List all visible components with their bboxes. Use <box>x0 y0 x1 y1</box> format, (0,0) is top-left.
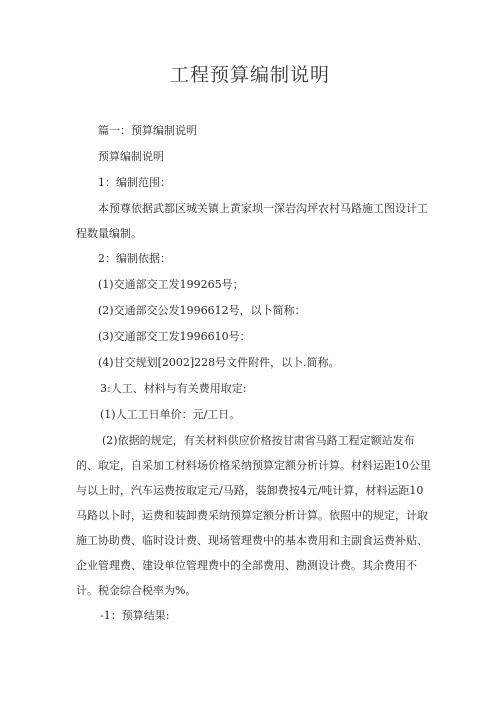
basis-item-1: (1)交通部交工发199265号； <box>98 278 244 291</box>
cost-item-1: (1)人工工日单价：元/工日。 <box>100 408 241 421</box>
section-1-content: 本预尊依据武都区城关镇上黄家坝一深岩沟坪农村马路施工图设计工程数量编制。 <box>76 202 428 240</box>
section-1-title: 1：编制范围： <box>98 176 171 189</box>
paragraph-heading-2: 预算编制说明 <box>98 150 164 163</box>
section-3-title: 3:人工、材料与有关费用取定: <box>100 382 247 395</box>
cost-item-2: (2)依据的规定，有关材料供应价格按甘肃省马路工程定额站发布的、取定，自采加工材料场价格采纳预算定额分析计算。材料运距10公里与以上时，汽车运费按取定元/马路，装卸费按4元/吨计算，材料运距10马路以卜时，运费和装卸费采纳预算定额分析计算。依照中的规定，计取施工协助费、临时设计费、现场管理费中的基本费用和主副食运费补贴、企业管理费、建设单位管理费中的全部费用、勘测设计费。其余费用不计。税金综合税率为%。 <box>76 434 431 597</box>
basis-item-3: (3)交通部交工发1996610号： <box>98 330 251 343</box>
section-2-title: 2：编制依据： <box>98 252 171 265</box>
document-body <box>76 118 432 629</box>
document-title: 工程预算编制说明 <box>169 64 330 86</box>
section-4-title: -1：预算结果: <box>100 609 170 622</box>
basis-item-2: (2)交通部交公发1996612号，以卜简称： <box>98 304 306 317</box>
paragraph-heading-1: 篇一：预算编制说明 <box>98 124 197 137</box>
basis-item-4: (4)甘交规划[2002]228号文件附件，以卜.简称。 <box>98 356 340 369</box>
